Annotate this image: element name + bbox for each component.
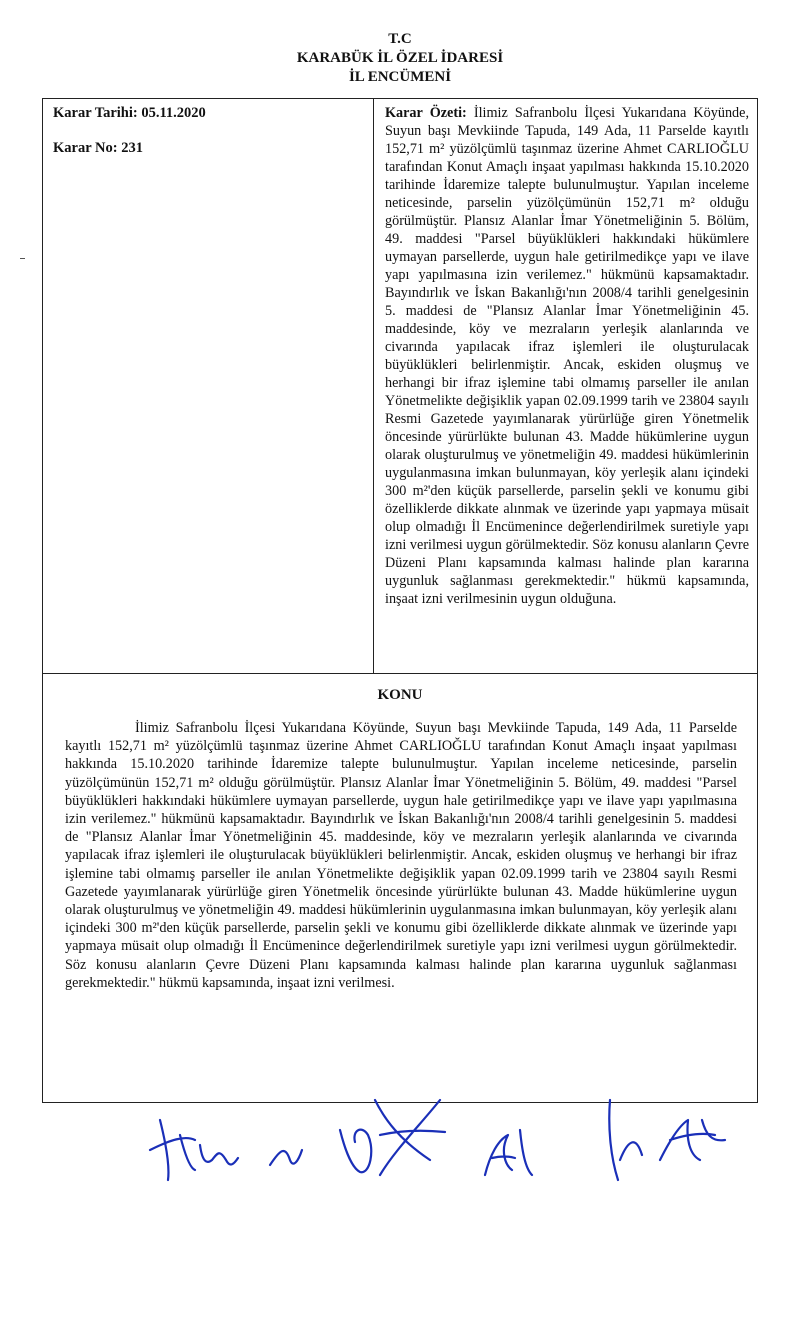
- summary-text: İlimiz Safranbolu İlçesi Yukarıdana Köyünde, Suyun başı Mevkiinde Tapuda, 149 Ada, 11 Parselde kayıtlı 152,71 m² yüzölçümlü taşınmaz üzerine Ahmet CARLIOĞLU tarafından Konut Amaçlı inşaat yapılması hakkında 15.10.2020 tarihinde İdaremize talepte bulunulmuştur. Yapılan inceleme neticesinde, parselin yüzölçümünün 152,71 m² olduğu görülmüştür. Plansız Alanlar İmar Yönetmeliğinin 5. Bölüm, 49. maddesi "Parsel büyüklükleri hakkındaki hükümlere uymayan parsellerde, uygun hale getirilmedikçe yapı ve ilave yapı yapılmasına izin verilemez." hükmünü kapsamaktadır. Bayındırlık ve İskan Bakanlığı'nın 2008/4 tarihli genelgesinin 5. maddesi de "Plansız Alanlar İmar Yönetmeliğinin 45. maddesinde, köy ve mezraların yerleşik alanlarında ve civarında yapılacak ifraz işlemleri ile oluşturulacak büyüklükleri belirlenmiştir. Ancak, eskiden oluşmuş ve herhangi bir ifraz işlemine tabi olmamış parseller ile anılan Yönetmelikte değişiklik yapan 02.09.1999 tarih ve 23804 sayılı Resmi Gazetede yayımlanarak yürürlüğe giren Yönetmelik öncesinde yürürlükte bulunan 43. Madde hükümlerine uygun olarak oluşturulmuş ve yönetmeliğin 49. maddesi hükümlerinin uygulanmasına imkan bulunmayan, köy yerleşik alanı içindeki 300 m²'den küçük parsellerde, parselin şekli ve konumu gibi özelliklerde dikkate alınmak ve üzerinde yapı yapmaya müsait olup olmadığı İl Encümenince değerlendirilmek suretiyle yapı izni verilmesi uygun görülmektedir. Söz konusu alanların Çevre Düzeni Planı kapsamında kalması halinde plan kararına uygunluk sağlanması gerekmektedir." hükmü kapsamında, inşaat izni verilmesinin uygun olduğuna.: [385, 105, 749, 607]
- header-line-tc: T.C: [388, 31, 412, 47]
- signature-block: [140, 1080, 740, 1190]
- signature-5: [609, 1100, 642, 1180]
- decision-frame: [42, 98, 758, 1103]
- decision-summary: [385, 104, 749, 608]
- konu-title: KONU: [377, 687, 423, 703]
- section-divider: [43, 673, 757, 674]
- signature-6: [660, 1120, 725, 1160]
- column-divider: [373, 99, 374, 673]
- header-line-council: İL ENCÜMENİ: [348, 69, 452, 85]
- konu-body: [65, 719, 737, 992]
- signature-1: [150, 1120, 238, 1180]
- decision-date: Karar Tarihi: 05.11.2020: [53, 105, 206, 121]
- header-line-institution: KARABÜK İL ÖZEL İDARESİ: [296, 50, 504, 66]
- signature-3: [340, 1100, 445, 1175]
- konu-text: İlimiz Safranbolu İlçesi Yukarıdana Köyünde, Suyun başı Mevkiinde Tapuda, 149 Ada, 11 Parselde kayıtlı 152,71 m² yüzölçümlü taşınmaz üzerine Ahmet CARLIOĞLU tarafından Konut Amaçlı inşaat yapılması hakkında 15.10.2020 tarihinde İdaremize talepte bulunulmuştur. Yapılan inceleme neticesinde, parselin yüzölçümünün 152,71 m² olduğu görülmüştür. Plansız Alanlar İmar Yönetmeliğinin 5. Bölüm, 49. maddesi "Parsel büyüklükleri hakkındaki hükümlere uymayan parsellerde, uygun hale getirilmedikçe yapı ve ilave yapı yapılmasına izin verilemez." hükmünü kapsamaktadır. Bayındırlık ve İskan Bakanlığı'nın 2008/4 tarihli genelgesinin 5. maddesi de "Plansız Alanlar İmar Yönetmeliğinin 45. maddesinde, köy ve mezraların yerleşik alanlarında ve civarında yapılacak ifraz işlemleri ile oluşturulacak büyüklükleri belirlenmiştir. Ancak, eskiden oluşmuş ve herhangi bir ifraz işlemine tabi olmamış parseller ile anılan Yönetmelikte değişiklik yapan 02.09.1999 tarih ve 23804 sayılı Resmi Gazetede yayımlanarak yürürlüğe giren Yönetmelik öncesinde yürürlükte bulunan 43. Madde hükümlerine uygun olarak oluşturulmuş ve yönetmeliğin 49. maddesi hükümlerinin uygulanmasına imkan bulunmayan, köy yerleşik alanı içindeki 300 m²'den küçük parsellerde, parselin şekli ve konumu gibi özelliklerde dikkate alınmak ve üzerinde yapı yapmaya müsait olup olmadığı İl Encümenince değerlendirilmek suretiyle yapı izni verilmesi uygun görülmektedir. Söz konusu alanların Çevre Düzeni Planı kapsamında kalması halinde plan kararına uygunluk sağlanması gerekmektedir." hükmü kapsamında, inşaat izni verilmesi.: [65, 720, 737, 991]
- document-header: [0, 30, 800, 87]
- margin-mark: [20, 258, 25, 259]
- signature-2: [270, 1150, 302, 1165]
- summary-label: Karar Özeti:: [385, 105, 467, 121]
- decision-meta: [53, 105, 206, 175]
- decision-number: Karar No: 231: [53, 140, 143, 156]
- signature-4: [485, 1130, 532, 1175]
